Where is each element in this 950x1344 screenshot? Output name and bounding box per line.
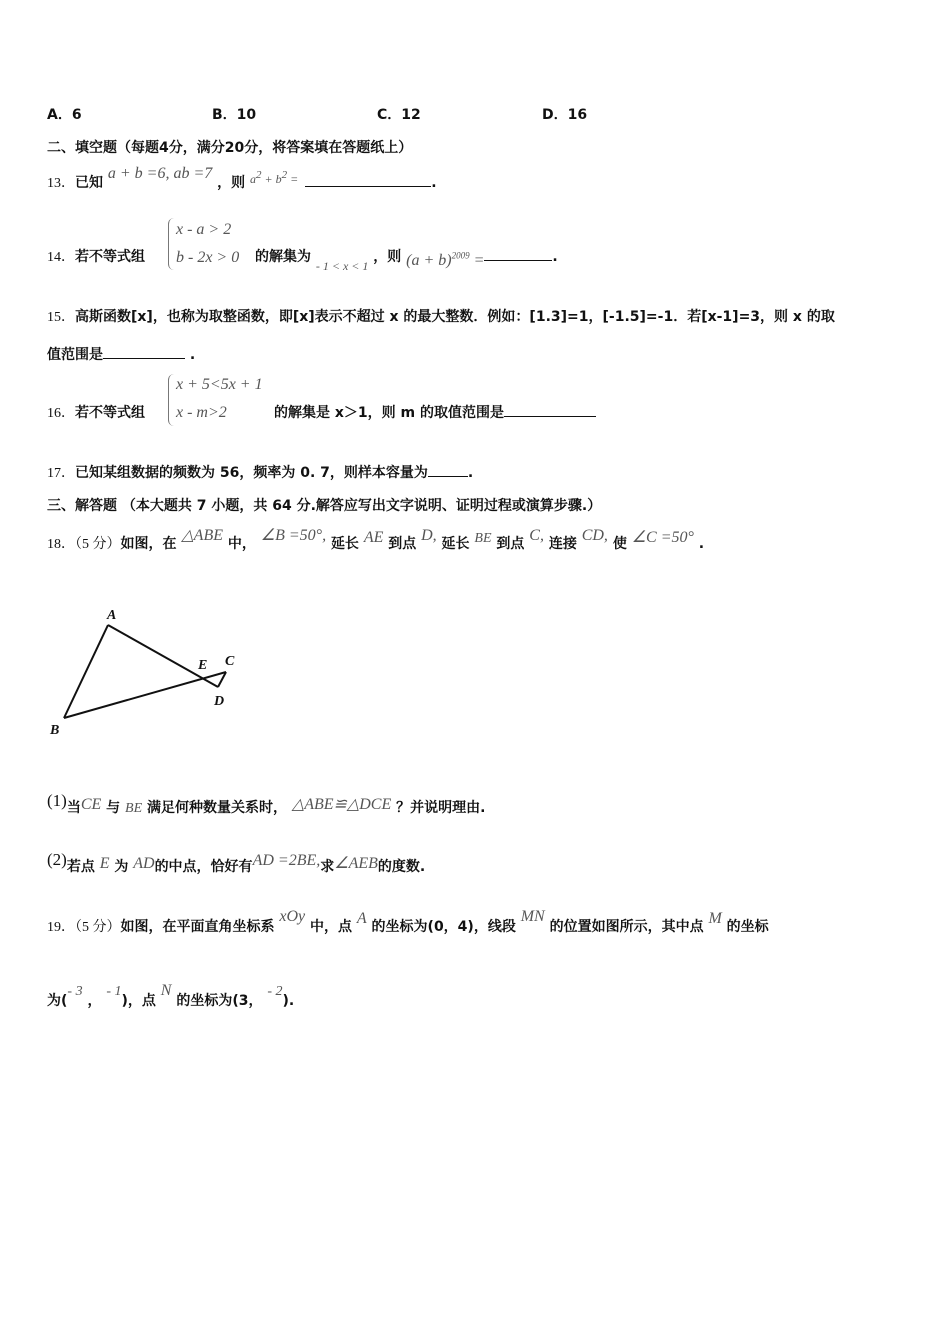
q14-mid: 的解集为 — [255, 249, 311, 265]
choice-a: A．6 — [47, 107, 82, 123]
q19-text-1: 如图，在平面直角坐标系 — [120, 919, 275, 935]
q17-answer-blank[interactable] — [428, 462, 468, 477]
q18-1-label: (1) — [47, 791, 67, 810]
question-16 — [47, 402, 145, 422]
q18-text-4: 到点 — [388, 536, 417, 552]
q18-ae: AE — [363, 529, 384, 546]
q14-lead: 若不等式组 — [75, 249, 145, 265]
q18-be: BE — [474, 531, 492, 546]
q13-then: ，则 — [217, 175, 246, 191]
q14-system — [176, 216, 239, 272]
q18-d: D, — [421, 527, 437, 544]
q19-number: 19． — [47, 920, 75, 935]
q13-condition: a + b =6, ab =7 — [107, 165, 213, 182]
q17-number: 17． — [47, 466, 75, 481]
q18-text-7: 连接 — [548, 536, 577, 552]
label-d: D — [214, 694, 225, 709]
q16-answer-blank[interactable] — [504, 402, 596, 417]
label-e: E — [198, 658, 208, 673]
q14-solution: - 1 < x < 1 — [315, 259, 369, 273]
q18-c: C, — [529, 527, 544, 544]
q18-text-8: 使 — [612, 536, 627, 552]
q18-text-3: 延长 — [330, 536, 359, 552]
q16-row-1: x + 5<5x + 1 — [176, 376, 263, 393]
q19-comma: ， — [87, 993, 102, 1009]
q19-line2-d: ). — [282, 993, 295, 1009]
q19-text-4: 的位置如图所示，其中点 — [549, 919, 704, 935]
q19-n: N — [160, 982, 172, 999]
question-19-line-2 — [47, 982, 295, 1010]
question-17 — [47, 462, 473, 482]
q14-number: 14． — [47, 250, 75, 265]
q16-row-2: x - m>2 — [176, 404, 227, 421]
q13-end: . — [431, 175, 437, 191]
q19-m-x: - 3 — [67, 984, 83, 999]
q13-answer-blank[interactable] — [305, 172, 431, 187]
q19-mn: MN — [520, 908, 545, 925]
q14-tail — [255, 246, 558, 273]
q16-system — [176, 371, 263, 427]
label-c: C — [225, 654, 235, 669]
q16-lead: 若不等式组 — [75, 405, 145, 421]
q18-1-congruence: △ABE≌△DCE — [291, 796, 392, 813]
question-18-part-1 — [47, 791, 486, 817]
q18-2-text-1: 若点 — [66, 859, 95, 875]
section-3-title: 三、解答题 （本大题共 7 小题，共 64 分.解答应写出文字说明、证明过程或演算步骤.） — [47, 498, 602, 514]
q15-text-2: 值范围是 — [47, 347, 103, 363]
q18-text-2: 中， — [227, 536, 256, 552]
question-18-part-2 — [47, 850, 426, 876]
q16-text: 的解集是 x＞1，则 m 的取值范围是 — [274, 405, 504, 421]
q13-lead: 已知 — [75, 175, 103, 191]
q19-text-3: 的坐标为(0，4)，线段 — [371, 919, 516, 935]
q18-1-text-3: 满足何种数量关系时， — [147, 800, 288, 816]
segment-ad — [108, 625, 218, 687]
segment-ab — [64, 625, 108, 718]
q14-expression: $(a + b)^{2009}$ = — [406, 250, 485, 269]
q19-xoy: xOy — [279, 908, 306, 925]
q19-n-y: - 2 — [267, 984, 283, 999]
q18-1-text-2: 与 — [106, 800, 121, 816]
q19-line2-a: 为( — [47, 993, 68, 1009]
q18-2-text-3: 的中点，恰好有 — [154, 859, 253, 875]
q18-1-ce: CE — [80, 796, 102, 813]
q13-number: 13． — [47, 176, 75, 191]
q19-text-2: 中，点 — [310, 919, 353, 935]
q16-number: 16． — [47, 406, 75, 421]
question-13 — [47, 165, 437, 192]
q19-text-5: 的坐标 — [726, 919, 769, 935]
question-14 — [47, 246, 145, 266]
choice-c: C．12 — [377, 107, 421, 123]
question-15-line-2 — [47, 344, 195, 364]
q17-end: . — [467, 465, 474, 481]
q18-1-be: BE — [125, 801, 143, 816]
q16-brace — [168, 374, 175, 426]
q18-2-relation: AD =2BE, — [252, 852, 321, 869]
q18-angle-c: ∠C =50° — [631, 529, 694, 546]
q18-2-text-4: 求 — [320, 859, 335, 875]
q14-row-2: b - 2x > 0 — [176, 249, 240, 266]
q14-row-1: x - a > 2 — [176, 221, 232, 238]
q17-text: 已知某组数据的频数为 56，频率为 0. 7，则样本容量为 — [75, 465, 428, 481]
q14-then: ，则 — [373, 249, 402, 265]
q18-2-angle: ∠AEB — [334, 855, 378, 872]
question-19-line-1 — [47, 908, 769, 936]
q15-answer-blank[interactable] — [103, 344, 185, 359]
q15-text-1: 高斯函数[x]，也称为取整函数，即[x]表示不超过 x 的最大整数．例如：[1.3]=1，[-1.5]=-1．若[x-1]=3，则 x 的取 — [75, 309, 835, 325]
q18-2-e: E — [99, 855, 110, 872]
q18-cd: CD, — [581, 527, 608, 544]
q18-text-1: 如图，在 — [120, 536, 177, 552]
q13-expression: a2 + b2 = — [250, 169, 299, 186]
q18-score: （5 分） — [75, 537, 121, 552]
q18-angle-b: ∠B =50°, — [260, 527, 327, 544]
q19-m: M — [708, 910, 722, 927]
q14-answer-blank[interactable] — [484, 246, 552, 261]
question-18 — [47, 527, 705, 553]
label-a: A — [107, 608, 117, 623]
q18-2-text-2: 为 — [114, 859, 129, 875]
q18-2-text-5: 的度数. — [377, 859, 426, 875]
q18-2-ad: AD — [133, 855, 155, 872]
question-15-line-1 — [47, 306, 835, 326]
q14-brace — [168, 218, 175, 270]
q18-text-5: 延长 — [441, 536, 470, 552]
choice-b: B．10 — [212, 107, 257, 123]
label-b: B — [50, 723, 60, 738]
q15-end: . — [189, 347, 196, 363]
q18-triangle: △ABE — [181, 527, 223, 544]
section-2-title: 二、填空题（每题4分，满分20分，将答案填在答题纸上） — [47, 140, 413, 156]
q19-line2-b: )，点 — [121, 993, 156, 1009]
q19-score: （5 分） — [75, 920, 121, 935]
q19-line2-c: 的坐标为(3， — [176, 993, 263, 1009]
q18-1-text-1: 当 — [66, 800, 81, 816]
q19-m-y: - 1 — [106, 984, 122, 999]
q18-2-label: (2) — [47, 850, 67, 869]
q15-number: 15． — [47, 310, 75, 325]
q19-a: A — [356, 910, 367, 927]
q18-end: . — [698, 536, 705, 552]
q18-text-6: 到点 — [496, 536, 525, 552]
triangle-figure — [40, 595, 260, 745]
q18-1-text-4: ？并说明理由. — [396, 800, 486, 816]
choice-d: D．16 — [542, 107, 588, 123]
q18-number: 18． — [47, 537, 75, 552]
q16-tail — [274, 402, 596, 422]
q14-end: . — [552, 249, 558, 265]
